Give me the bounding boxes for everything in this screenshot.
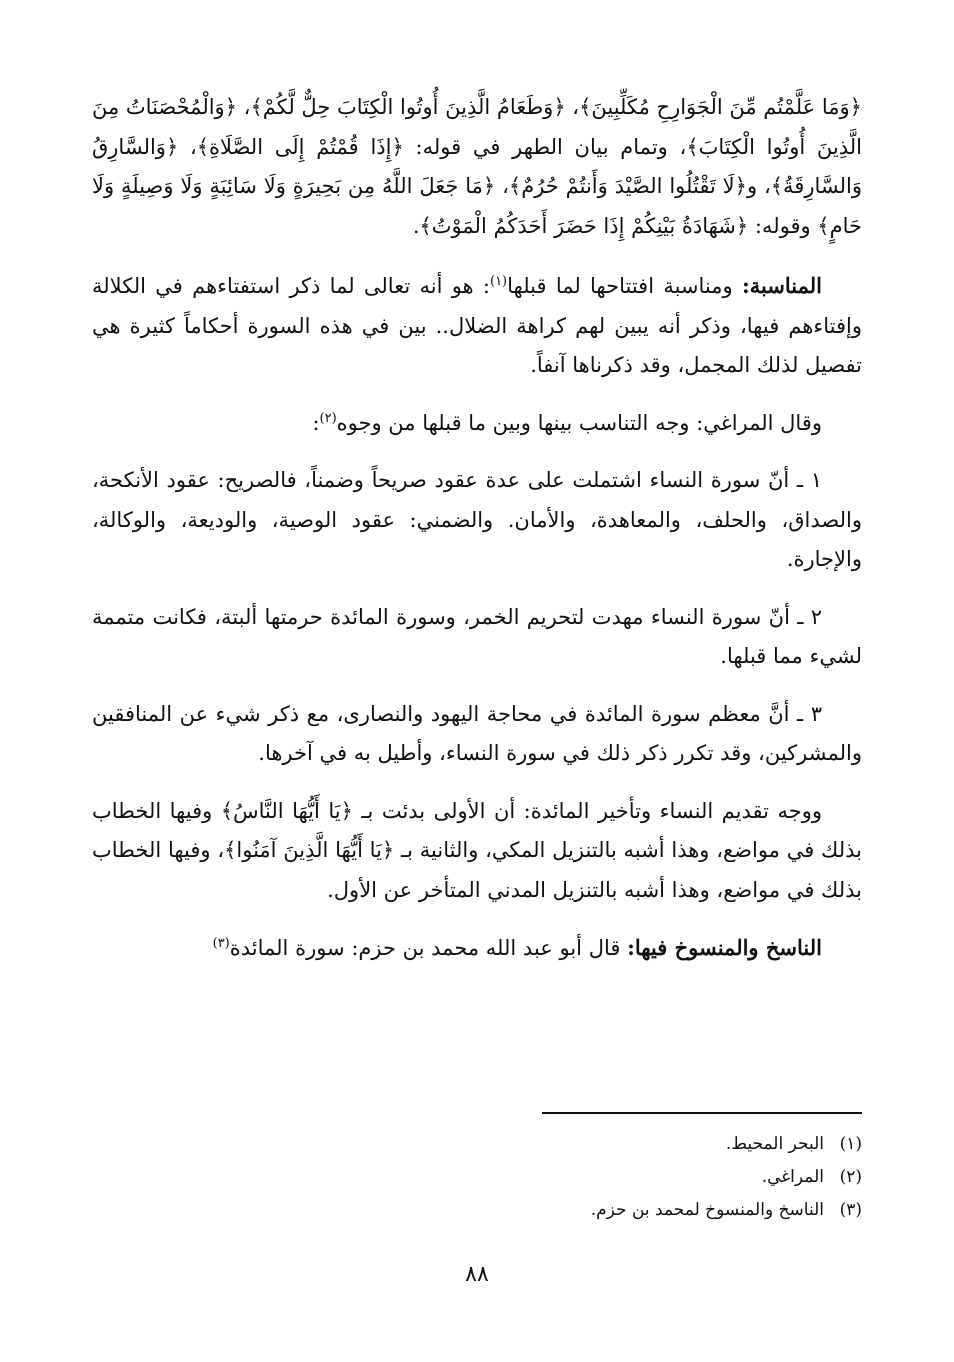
point-3-text: ٣ ـ أنَّ معظم سورة المائدة في محاجة اليهود والنصارى، مع ذكر شيء عن المنافقين والمشركين، وقد تكرر ذكر ذلك في سورة النساء، وأطيل به في آخرها. (92, 701, 862, 765)
page-number: ٨٨ (465, 1262, 489, 1287)
footnote-ref-2: (٢) (319, 410, 337, 426)
point-1-paragraph (92, 461, 862, 580)
naskh-paragraph (92, 928, 862, 969)
footnote-ref-3: (٣) (212, 936, 230, 951)
footnote-1-num: (١) (839, 1134, 862, 1154)
quran-verses-paragraph (92, 88, 862, 246)
maraghi-rest: : (312, 410, 320, 435)
point-2-paragraph (92, 598, 862, 677)
footnote-2 (400, 1161, 862, 1194)
footnote-1 (400, 1128, 862, 1161)
naskh-heading: الناسخ والمنسوخ فيها: (627, 935, 822, 960)
munasaba-paragraph (92, 266, 862, 386)
point-2-text: ٢ ـ أنّ سورة النساء مهدت لتحريم الخمر، وسورة المائدة حرمتها ألبتة، فكانت متممة لشيء مما قبلها. (92, 604, 862, 668)
footnote-1-text: البحر المحيط. (725, 1134, 824, 1154)
footnote-ref-1: (١) (489, 274, 508, 289)
footnotes (400, 1128, 862, 1227)
footnote-2-text: المراغي. (761, 1167, 824, 1187)
naskh-text: قال أبو عبد الله محمد بن حزم: سورة المائدة (229, 936, 628, 960)
footnote-separator (542, 1112, 862, 1114)
page-body (92, 88, 862, 987)
footnote-3 (400, 1194, 862, 1227)
footnote-2-num: (٢) (839, 1167, 862, 1187)
point-3-paragraph (92, 695, 862, 774)
munasaba-heading: المناسبة: (741, 273, 822, 298)
munasaba-rest: : هو أنه تعالى لما ذكر استفتاءهم في الكلالة وإفتاءهم فيها، وذكر أنه يبين لهم كراهة الضلال.. بين في هذه السورة أحكاماً كثيرة هي تفصيل لذلك المجمل، وقد ذكرناها آنفاً. (92, 274, 862, 377)
order-paragraph (92, 792, 862, 911)
footnote-3-num: (٣) (839, 1200, 862, 1220)
footnote-3-text: الناسخ والمنسوخ لمحمد بن حزم. (590, 1200, 824, 1220)
munasaba-text: ومناسبة افتتاحها لما قبلها (507, 274, 742, 298)
point-1-text: ١ ـ أنّ سورة النساء اشتملت على عدة عقود صريحاً وضمناً، فالصريح: عقود الأنكحة، والصداق، والحلف، والمعاهدة، والأمان. والضمني: عقود الوصية، والوديعة، والوكالة، والإجارة. (92, 468, 862, 571)
maraghi-paragraph (92, 404, 862, 444)
order-text: ووجه تقديم النساء وتأخير المائدة: أن الأولى بدئت بـ ﴿يَا أَيُّهَا النَّاسُ﴾ وفيها الخطاب بذلك في مواضع، وهذا أشبه بالتنزيل المكي، والثانية بـ ﴿يَا أَيُّهَا الَّذِينَ آمَنُوا﴾، وفيها الخطاب بذلك في مواضع، وهذا أشبه بالتنزيل المدني المتأخر عن الأول. (92, 798, 862, 902)
maraghi-text: وقال المراغي: وجه التناسب بينها وبين ما قبلها من وجوه (336, 410, 822, 435)
verses-text: ﴿وَمَا عَلَّمْتُم مِّنَ الْجَوَارِحِ مُكَلِّبِينَ﴾، ﴿وَطَعَامُ الَّذِينَ أُوتُوا الْكِتَابَ حِلٌّ لَّكُمْ﴾، ﴿وَالْمُحْصَنَاتُ مِنَ الَّذِينَ أُوتُوا الْكِتَابَ﴾، وتمام بيان الطهر في قوله: ﴿إِذَا قُمْتُمْ إِلَى الصَّلَاةِ﴾، ﴿وَالسَّارِقُ وَالسَّارِقَةُ﴾، و﴿لَا تَقْتُلُوا الصَّيْدَ وَأَنتُمْ حُرُمٌ﴾، ﴿مَا جَعَلَ اللَّهُ مِن بَحِيرَةٍ وَلَا سَائِبَةٍ وَلَا وَصِيلَةٍ وَلَا حَامٍ﴾ وقوله: ﴿شَهَادَةُ بَيْنِكُمْ إِذَا حَضَرَ أَحَدَكُمُ الْمَوْتُ﴾. (92, 95, 862, 238)
